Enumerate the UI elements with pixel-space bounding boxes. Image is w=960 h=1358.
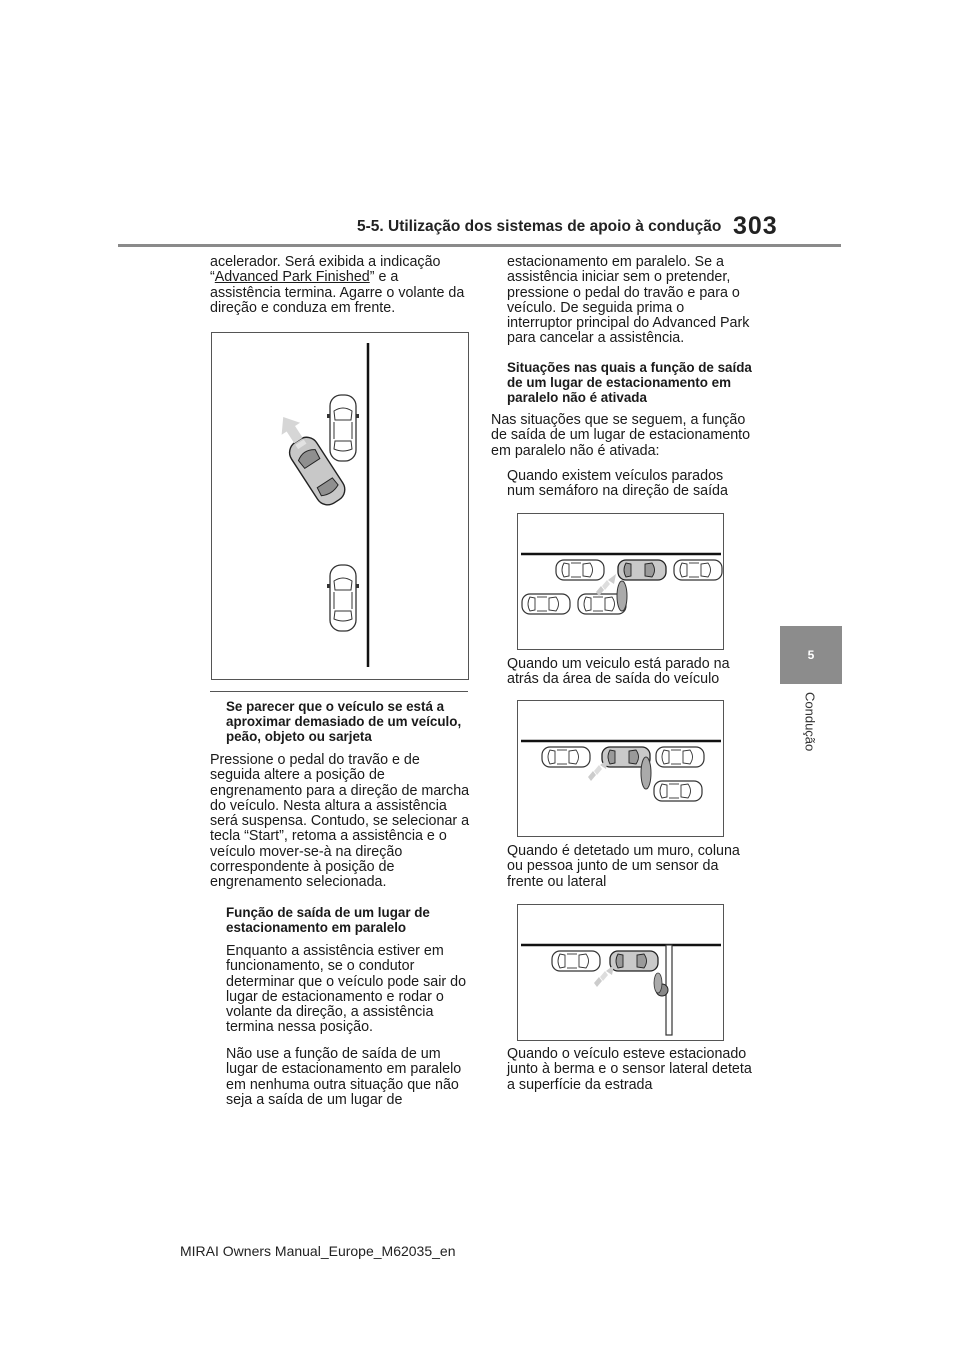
parked-car-icon <box>522 594 570 614</box>
parked-car-icon <box>542 747 590 767</box>
advanced-park-finished-link[interactable]: Advanced Park Finished <box>214 269 370 286</box>
parked-car-front-icon <box>327 395 359 461</box>
heading-not-active: Situações nas quais a função de saída de um lugar de estacionamento em paralelo não é ativada <box>507 360 752 405</box>
own-car-icon <box>610 951 658 971</box>
figure-case-1 <box>517 513 724 650</box>
section-title: 5-5. Utilização dos sistemas de apoio à condução <box>357 218 722 235</box>
intro-paragraph <box>210 255 470 316</box>
chapter-tab[interactable]: 5 <box>780 626 842 684</box>
footer-manual-id: MIRAI Owners Manual_Europe_M62035_en <box>180 1243 456 1259</box>
case-1-text: Quando existem veículos parados num semáforo na direção de saída <box>507 468 728 500</box>
case-4-text: Quando o veículo esteve estacionado junto à berma e o sensor lateral deteta a superfície da estrada <box>507 1046 752 1093</box>
parked-car-icon <box>656 747 704 767</box>
heading-approach: Se parecer que o veículo se está a aproximar demasiado de um veículo, peão, objeto ou sarjeta <box>226 699 462 744</box>
section-divider <box>210 691 468 692</box>
case-2-text: Quando um veiculo está parado na atrás da área de saída do veículo <box>507 656 730 688</box>
figure-case-3 <box>517 904 724 1041</box>
figure-case-2 <box>517 700 724 837</box>
figure-exit-parking <box>211 332 469 680</box>
paragraph-continue: estacionamento em paralelo. Se a assistência iniciar sem o pretender, pressione o pedal do travão e para o veículo. De seguida prima o interruptor principal do Advanced Park para cancelar a assistência. <box>507 254 750 347</box>
exit-path-arrow-icon <box>588 759 608 781</box>
page-number: 303 <box>733 212 778 240</box>
heading-exit-function: Função de saída de um lugar de estacionamento em paralelo <box>226 905 430 935</box>
own-car-icon <box>618 560 666 580</box>
stopped-car-icon <box>556 560 604 580</box>
stopped-car-icon <box>654 781 702 801</box>
intro-text-end: ” e a assistência termina. Agarre o volante da direção e conduza em frente. <box>210 269 465 316</box>
header-rule <box>118 244 841 247</box>
paragraph-exit-1: Enquanto a assistência estiver em funcionamento, se o condutor determinar que o veículo pode sair do lugar de estacionamento e rodar o volante da direção, a assistência termina nessa posição. <box>226 943 467 1036</box>
sensor-area-icon <box>641 757 651 789</box>
case-3-text: Quando é detetado um muro, coluna ou pessoa junto de um sensor da frente ou lateral <box>507 843 740 890</box>
intro-text-start: acelerador. Será exibida a indicação “ <box>210 254 441 286</box>
paragraph-approach: Pressione o pedal do travão e de seguida altere a posição de engrenamento para a direção de marcha do veículo. Nesta altura a assistência será suspensa. Contudo, se selecionar a tecla “Start”, retoma a assistência e o veículo mover-se-à na direção correspondente à posição de engrenamento selecionada. <box>210 752 470 891</box>
sensor-area-icon <box>654 973 662 993</box>
paragraph-exit-2: Não use a função de saída de um lugar de estacionamento em paralelo em nenhuma outra situação que não seja a saída de um lugar de <box>226 1046 462 1108</box>
parked-car-icon <box>552 951 600 971</box>
sensor-area-icon <box>617 581 627 611</box>
chapter-tab-label <box>770 692 850 772</box>
chapter-label-text: Condução <box>802 692 818 752</box>
parked-car-rear-icon <box>327 565 359 631</box>
stopped-car-icon <box>674 560 722 580</box>
paragraph-not-active: Nas situações que se seguem, a função de saída de um lugar de estacionamento em paralelo não é ativada: <box>491 412 751 459</box>
